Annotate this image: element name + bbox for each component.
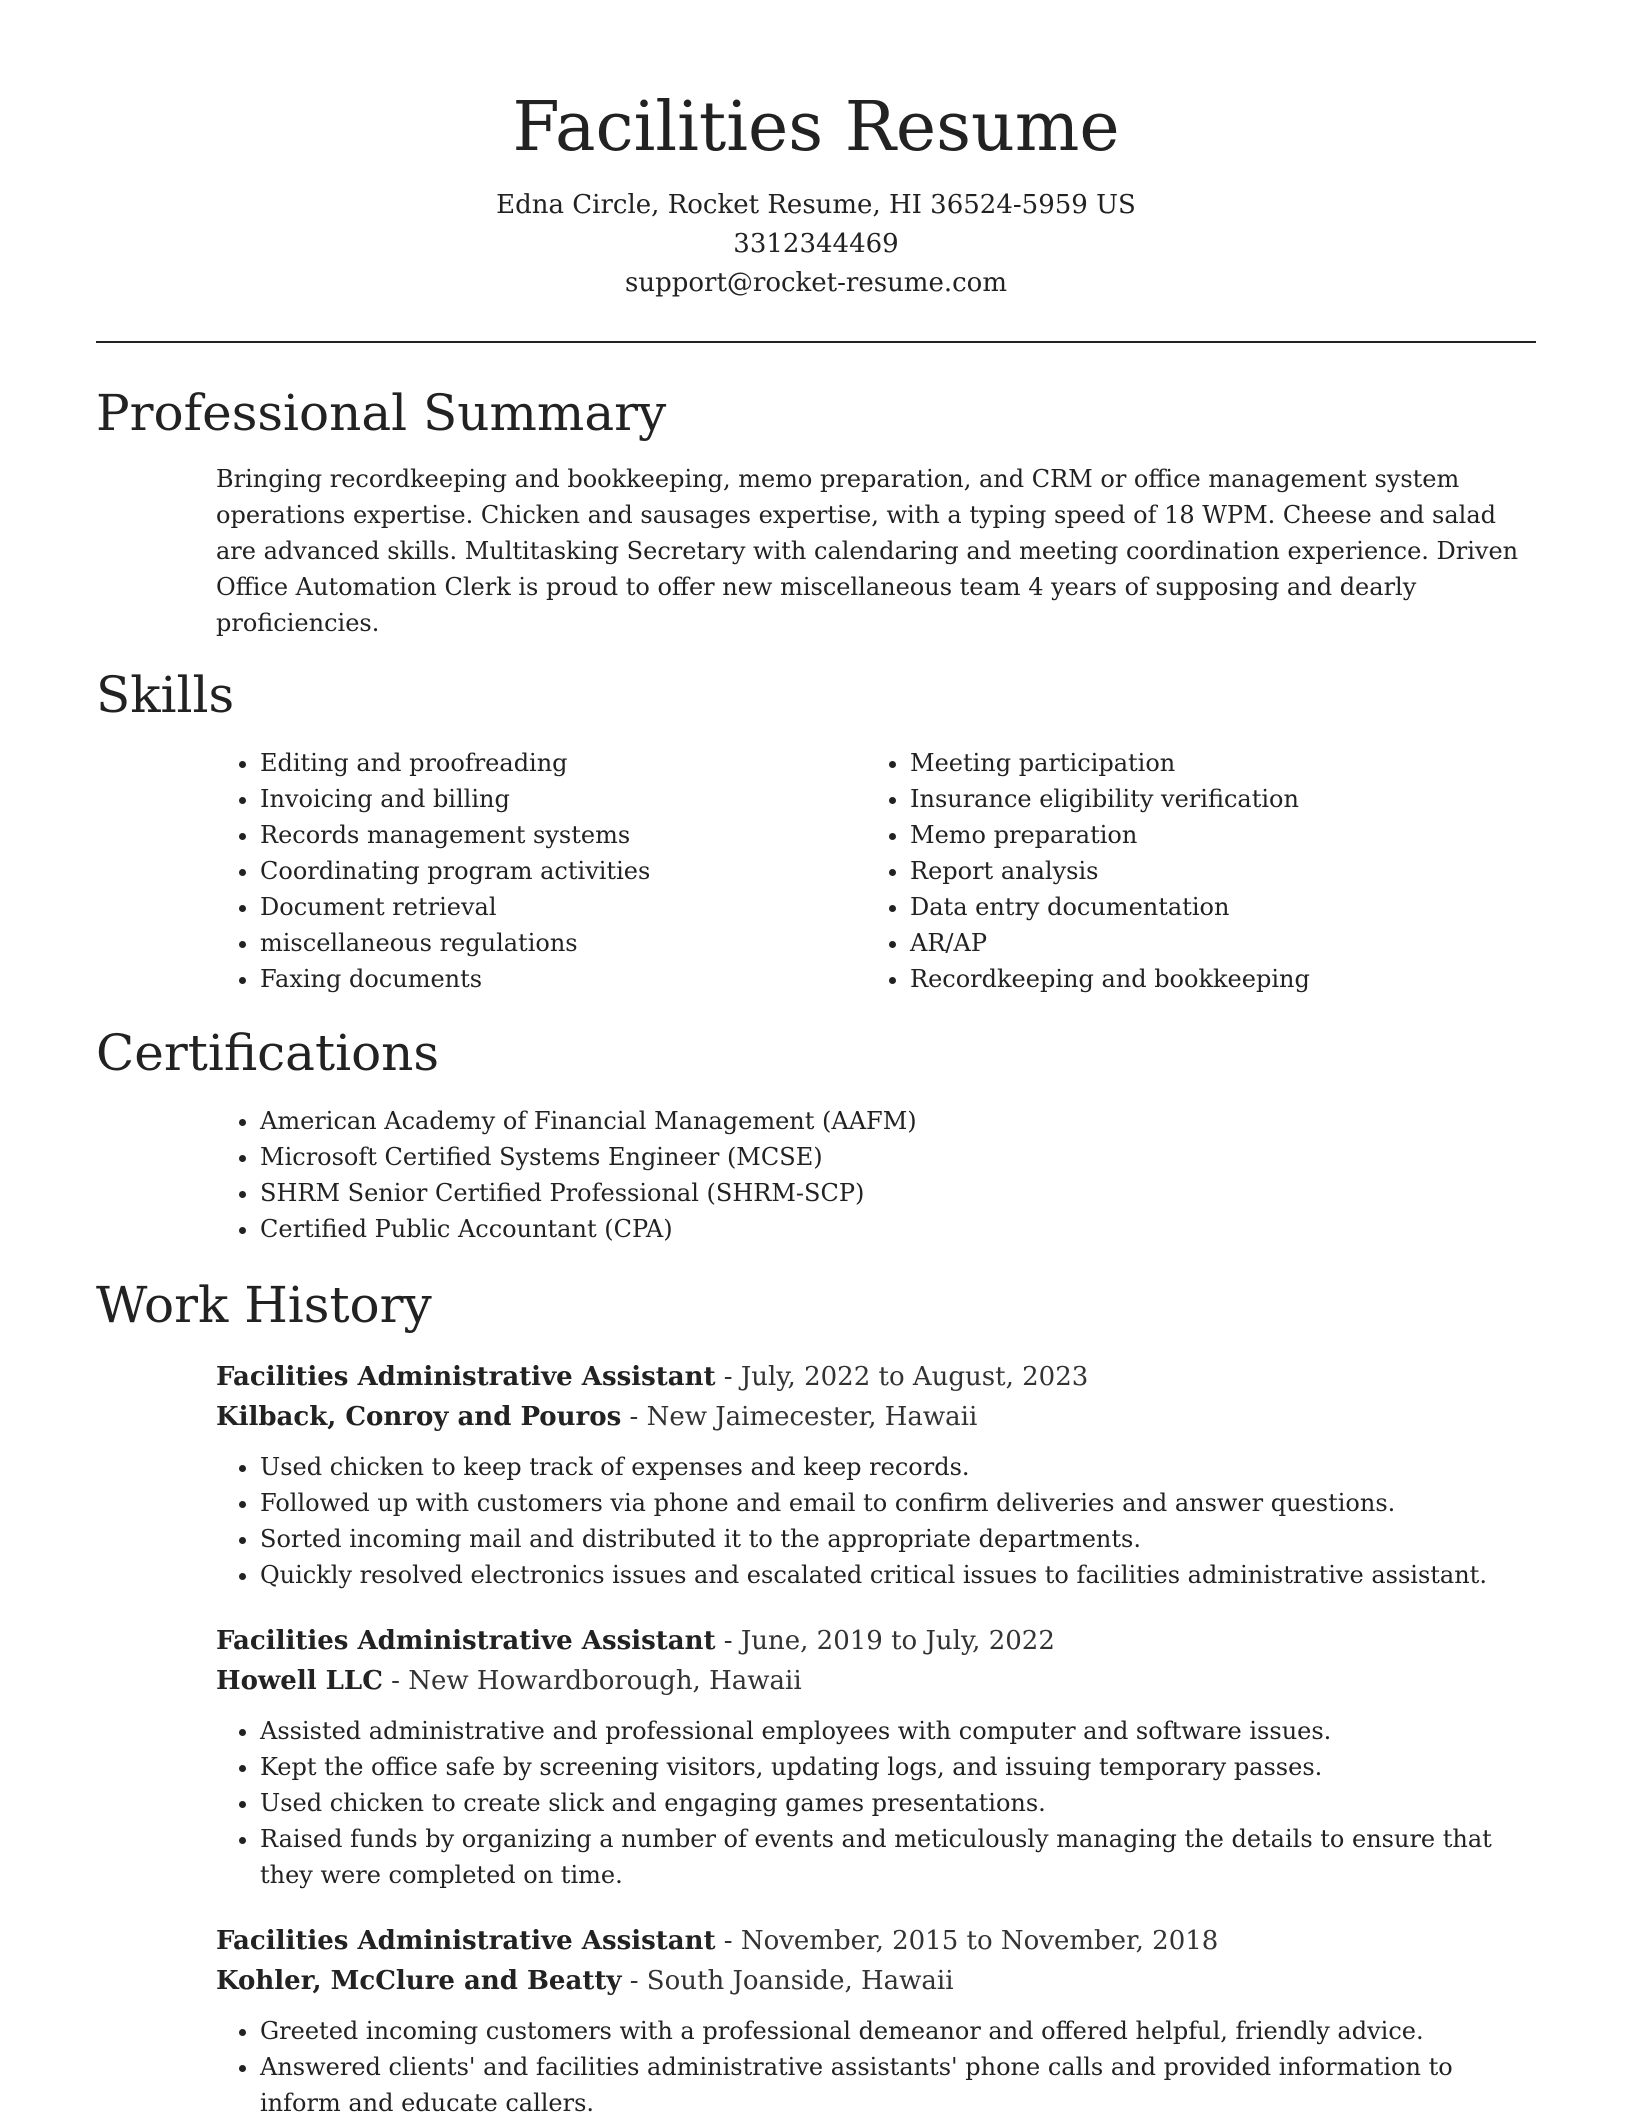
- job-bullet: • Sorted incoming mail and distributed it to the appropriate departments.: [260, 1521, 1536, 1557]
- job-bullets: [216, 1449, 1536, 1593]
- certification-item: • American Academy of Financial Management (AAFM): [260, 1103, 1536, 1139]
- job-bullets: [216, 1713, 1536, 1893]
- work-history-heading: Work History: [96, 1276, 432, 1334]
- skill-item: • Report analysis: [910, 853, 1516, 889]
- skill-item: • Faxing documents: [260, 961, 866, 997]
- job-company: Kohler, McClure and Beatty: [216, 1966, 622, 1996]
- job-company-line: Howell LLC - New Howardborough, Hawaii: [216, 1666, 802, 1696]
- skill-item: • miscellaneous regulations: [260, 925, 866, 961]
- certifications-list: [216, 1103, 1536, 1247]
- header-divider: [96, 341, 1536, 343]
- job-bullets: [216, 2013, 1536, 2121]
- contact-email: support@rocket-resume.com: [624, 268, 1007, 298]
- skill-item: • Document retrieval: [260, 889, 866, 925]
- resume-title: Facilities Resume: [512, 88, 1120, 167]
- job-entry: [216, 1357, 1536, 1593]
- job-entry: [216, 1621, 1536, 1893]
- skill-item: • Editing and proofreading: [260, 745, 866, 781]
- job-location: New Jaimecester, Hawaii: [646, 1402, 978, 1432]
- job-company: Kilback, Conroy and Pouros: [216, 1402, 622, 1432]
- job-company: Howell LLC: [216, 1666, 383, 1696]
- job-company-line: Kilback, Conroy and Pouros - New Jaimecester, Hawaii: [216, 1402, 978, 1432]
- skill-item: • Records management systems: [260, 817, 866, 853]
- certification-item: • Microsoft Certified Systems Engineer (MCSE): [260, 1139, 1536, 1175]
- job-title: Facilities Administrative Assistant: [216, 1926, 716, 1956]
- job-title: Facilities Administrative Assistant: [216, 1362, 716, 1392]
- job-bullet: • Raised funds by organizing a number of events and meticulously managing the details to ensure that they were completed on time.: [260, 1821, 1536, 1893]
- job-location: South Joanside, Hawaii: [646, 1966, 954, 1996]
- certification-item: • SHRM Senior Certified Professional (SHRM-SCP): [260, 1175, 1536, 1211]
- job-dates: November, 2015 to November, 2018: [740, 1926, 1219, 1956]
- job-title-line: Facilities Administrative Assistant - June, 2019 to July, 2022: [216, 1626, 1055, 1656]
- job-dates: July, 2022 to August, 2023: [740, 1362, 1089, 1392]
- skill-item: • Memo preparation: [910, 817, 1516, 853]
- skills-column-right: [866, 745, 1516, 997]
- job-bullet: • Assisted administrative and professional employees with computer and software issues.: [260, 1713, 1536, 1749]
- certification-item: • Certified Public Accountant (CPA): [260, 1211, 1536, 1247]
- skill-item: • Invoicing and billing: [260, 781, 866, 817]
- skill-item: • Recordkeeping and bookkeeping: [910, 961, 1516, 997]
- job-location: New Howardborough, Hawaii: [408, 1666, 802, 1696]
- job-entry: [216, 1921, 1536, 2121]
- contact-phone: 3312344469: [733, 229, 899, 259]
- job-dates: June, 2019 to July, 2022: [740, 1626, 1055, 1656]
- skill-item: • Meeting participation: [910, 745, 1516, 781]
- summary-text: Bringing recordkeeping and bookkeeping, memo preparation, and CRM or office management system operations expertise. Chicken and sausages expertise, with a typing speed of 18 WPM. Cheese and salad are advanced skills. Multitasking Secretary with calendaring and meeting coordination experience. Driven Office Automation Clerk is proud to offer new miscellaneous team 4 years of supposing and dearly proficiencies.: [216, 465, 1519, 637]
- certifications-heading: Certifications: [96, 1024, 440, 1082]
- skill-item: • Insurance eligibility verification: [910, 781, 1516, 817]
- job-bullet: • Kept the office safe by screening visitors, updating logs, and issuing temporary passes.: [260, 1749, 1536, 1785]
- summary-heading: Professional Summary: [96, 384, 667, 442]
- resume-page: [96, 0, 1536, 2121]
- job-bullet: • Used chicken to keep track of expenses and keep records.: [260, 1449, 1536, 1485]
- skills-heading: Skills: [96, 666, 235, 724]
- job-company-line: Kohler, McClure and Beatty - South Joanside, Hawaii: [216, 1966, 954, 1996]
- skill-item: • AR/AP: [910, 925, 1516, 961]
- skill-item: • Data entry documentation: [910, 889, 1516, 925]
- skills-grid: [216, 745, 1536, 997]
- job-title-line: Facilities Administrative Assistant - July, 2022 to August, 2023: [216, 1362, 1089, 1392]
- skill-item: • Coordinating program activities: [260, 853, 866, 889]
- job-bullet: • Followed up with customers via phone and email to confirm deliveries and answer questions.: [260, 1485, 1536, 1521]
- job-bullet: • Greeted incoming customers with a professional demeanor and offered helpful, friendly advice.: [260, 2013, 1536, 2049]
- job-bullet: • Answered clients' and facilities administrative assistants' phone calls and provided information to inform and educate callers.: [260, 2049, 1536, 2121]
- contact-address: Edna Circle, Rocket Resume, HI 36524-5959 US: [496, 190, 1136, 220]
- job-bullet: • Used chicken to create slick and engaging games presentations.: [260, 1785, 1536, 1821]
- job-title-line: Facilities Administrative Assistant - November, 2015 to November, 2018: [216, 1926, 1219, 1956]
- job-bullet: • Quickly resolved electronics issues and escalated critical issues to facilities administrative assistant.: [260, 1557, 1536, 1593]
- skills-column-left: [216, 745, 866, 997]
- contact-block: [96, 186, 1536, 303]
- job-title: Facilities Administrative Assistant: [216, 1626, 716, 1656]
